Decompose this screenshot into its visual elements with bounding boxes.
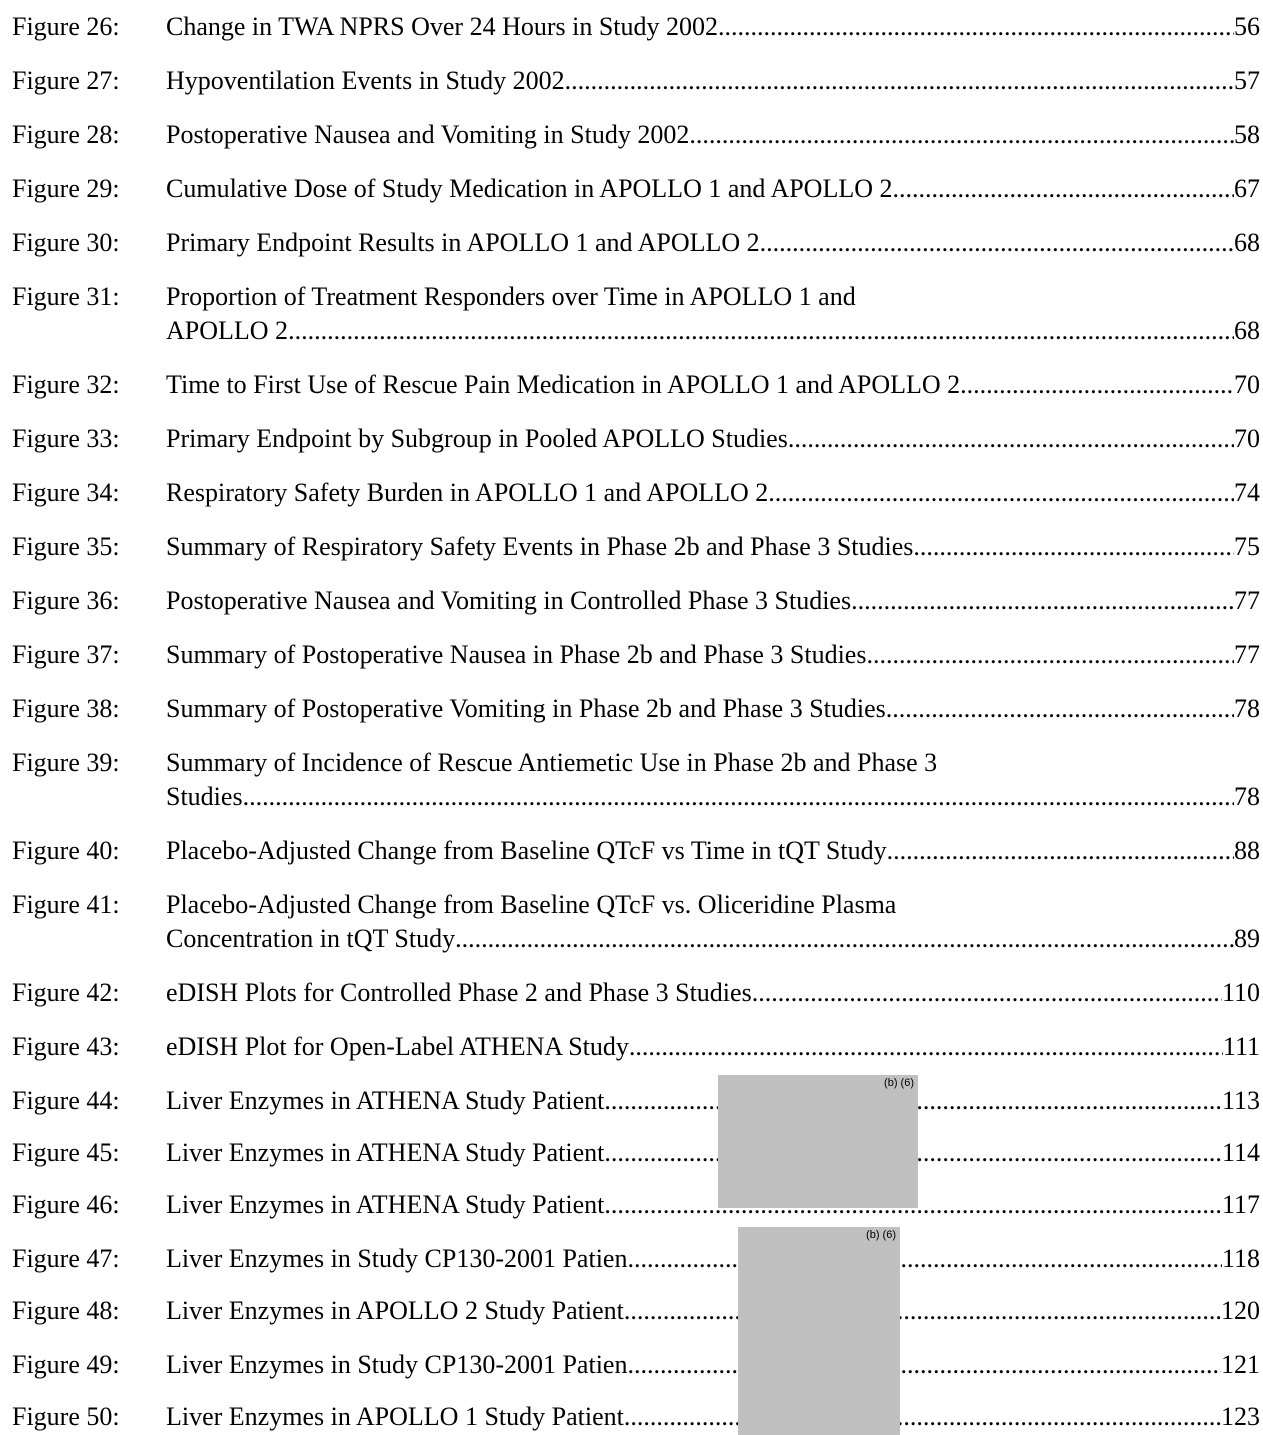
page-number: 111 bbox=[1222, 1032, 1260, 1061]
toc-entry[interactable] bbox=[12, 1244, 1260, 1274]
page-number: 121 bbox=[1221, 1350, 1260, 1379]
toc-entry[interactable] bbox=[12, 1402, 1260, 1432]
dot-leader bbox=[887, 836, 1234, 866]
toc-entry[interactable] bbox=[12, 1296, 1260, 1326]
page-number: 57 bbox=[1234, 66, 1260, 95]
dot-leader bbox=[913, 532, 1234, 562]
figure-title: Liver Enzymes in ATHENA Study Patient bbox=[166, 1086, 605, 1115]
page-number: 113 bbox=[1221, 1086, 1260, 1115]
page-number: 58 bbox=[1234, 120, 1260, 149]
figure-number: Figure 36: bbox=[12, 586, 120, 615]
redaction-box bbox=[718, 1075, 918, 1208]
redaction-code: (b) (6) bbox=[866, 1229, 896, 1241]
page-number: 77 bbox=[1234, 640, 1260, 669]
figure-number: Figure 48: bbox=[12, 1296, 120, 1325]
redaction-code: (b) (6) bbox=[884, 1077, 914, 1089]
page-number: 70 bbox=[1234, 370, 1260, 399]
figure-number: Figure 34: bbox=[12, 478, 120, 507]
figure-number: Figure 49: bbox=[12, 1350, 120, 1379]
toc-entry[interactable] bbox=[12, 748, 1260, 812]
page-number: 75 bbox=[1234, 532, 1260, 561]
dot-leader bbox=[629, 1032, 1223, 1062]
page-number: 89 bbox=[1234, 924, 1260, 953]
toc-entry[interactable] bbox=[12, 1190, 1260, 1220]
dot-leader bbox=[768, 478, 1234, 508]
figure-number: Figure 43: bbox=[12, 1032, 120, 1061]
page-number: 78 bbox=[1234, 694, 1260, 723]
figure-title: Summary of Postoperative Vomiting in Phase 2b and Phase 3 Studies bbox=[166, 694, 886, 723]
toc-entry[interactable] bbox=[12, 836, 1260, 866]
figure-title: Liver Enzymes in Study CP130-2001 Patien bbox=[166, 1244, 628, 1273]
figure-number: Figure 47: bbox=[12, 1244, 120, 1273]
dot-leader bbox=[627, 1350, 1221, 1380]
toc-entry[interactable] bbox=[12, 228, 1260, 258]
figure-title: Primary Endpoint by Subgroup in Pooled APOLLO Studies bbox=[166, 424, 788, 453]
figure-title: Liver Enzymes in Study CP130-2001 Patien bbox=[166, 1350, 628, 1379]
figure-title: Postoperative Nausea and Vomiting in Study 2002 bbox=[166, 120, 690, 149]
figure-title: Change in TWA NPRS Over 24 Hours in Study 2002 bbox=[166, 12, 719, 41]
figure-title: Liver Enzymes in APOLLO 2 Study Patient bbox=[166, 1296, 624, 1325]
page-number: 68 bbox=[1234, 316, 1260, 345]
page-number: 56 bbox=[1234, 12, 1260, 41]
page-number: 114 bbox=[1221, 1138, 1260, 1167]
toc-entry[interactable] bbox=[12, 1138, 1260, 1168]
dot-leader bbox=[752, 978, 1222, 1008]
page-number: 74 bbox=[1234, 478, 1260, 507]
dot-leader bbox=[788, 424, 1234, 454]
dot-leader bbox=[455, 924, 1234, 954]
toc-entry[interactable] bbox=[12, 174, 1260, 204]
dot-leader bbox=[851, 586, 1234, 616]
toc-entry[interactable] bbox=[12, 478, 1260, 508]
figure-number: Figure 41: bbox=[12, 890, 120, 919]
dot-leader bbox=[960, 370, 1234, 400]
figure-title: Respiratory Safety Burden in APOLLO 1 and APOLLO 2 bbox=[166, 478, 769, 507]
dot-leader bbox=[718, 12, 1234, 42]
toc-entry[interactable] bbox=[12, 282, 1260, 346]
page-number: 120 bbox=[1221, 1296, 1260, 1325]
dot-leader bbox=[624, 1296, 1221, 1326]
dot-leader bbox=[565, 66, 1234, 96]
figure-title: Summary of Postoperative Nausea in Phase 2b and Phase 3 Studies bbox=[166, 640, 867, 669]
figure-number: Figure 50: bbox=[12, 1402, 120, 1431]
figure-number: Figure 46: bbox=[12, 1190, 120, 1219]
figure-title-line1: Summary of Incidence of Rescue Antiemetic Use in Phase 2b and Phase 3 bbox=[166, 748, 938, 777]
page-number: 67 bbox=[1234, 174, 1260, 203]
figure-title: Hypoventilation Events in Study 2002 bbox=[166, 66, 565, 95]
toc-entry[interactable] bbox=[12, 424, 1260, 454]
figure-number: Figure 29: bbox=[12, 174, 120, 203]
toc-entry[interactable] bbox=[12, 1086, 1260, 1116]
page-number: 118 bbox=[1221, 1244, 1260, 1273]
figure-title: eDISH Plot for Open-Label ATHENA Study bbox=[166, 1032, 629, 1061]
dot-leader bbox=[288, 316, 1234, 346]
redaction-box bbox=[738, 1227, 900, 1435]
dot-leader bbox=[893, 174, 1234, 204]
figure-number: Figure 42: bbox=[12, 978, 120, 1007]
figure-number: Figure 35: bbox=[12, 532, 120, 561]
toc-entry[interactable] bbox=[12, 694, 1260, 724]
figure-number: Figure 28: bbox=[12, 120, 120, 149]
figure-number: Figure 30: bbox=[12, 228, 120, 257]
figure-number: Figure 44: bbox=[12, 1086, 120, 1115]
figure-title: eDISH Plots for Controlled Phase 2 and Phase 3 Studies bbox=[166, 978, 752, 1007]
figure-number: Figure 31: bbox=[12, 282, 120, 311]
figure-title-line1: Proportion of Treatment Responders over Time in APOLLO 1 and bbox=[166, 282, 856, 311]
page-number: 110 bbox=[1221, 978, 1260, 1007]
figure-title: Placebo-Adjusted Change from Baseline QTcF vs Time in tQT Study bbox=[166, 836, 887, 865]
figure-number: Figure 37: bbox=[12, 640, 120, 669]
figure-title: Liver Enzymes in APOLLO 1 Study Patient bbox=[166, 1402, 624, 1431]
page-number: 77 bbox=[1234, 586, 1260, 615]
toc-entry[interactable] bbox=[12, 66, 1260, 96]
page-number: 78 bbox=[1234, 782, 1260, 811]
figure-number: Figure 40: bbox=[12, 836, 120, 865]
figure-title: Summary of Respiratory Safety Events in Phase 2b and Phase 3 Studies bbox=[166, 532, 914, 561]
toc-entry[interactable] bbox=[12, 1032, 1260, 1062]
figure-title: Postoperative Nausea and Vomiting in Controlled Phase 3 Studies bbox=[166, 586, 852, 615]
figure-number: Figure 39: bbox=[12, 748, 120, 777]
dot-leader bbox=[866, 640, 1234, 670]
figure-title: Liver Enzymes in ATHENA Study Patient bbox=[166, 1138, 605, 1167]
dot-leader bbox=[886, 694, 1234, 724]
figure-number: Figure 45: bbox=[12, 1138, 120, 1167]
dot-leader bbox=[627, 1244, 1221, 1274]
page-number: 88 bbox=[1234, 836, 1260, 865]
figure-title: Time to First Use of Rescue Pain Medication in APOLLO 1 and APOLLO 2 bbox=[166, 370, 961, 399]
toc-entry[interactable] bbox=[12, 640, 1260, 670]
toc-entry[interactable] bbox=[12, 1350, 1260, 1380]
dot-leader bbox=[624, 1402, 1221, 1432]
toc-entry[interactable] bbox=[12, 532, 1260, 562]
toc-entry[interactable] bbox=[12, 586, 1260, 616]
toc-entry[interactable] bbox=[12, 120, 1260, 150]
figure-number: Figure 33: bbox=[12, 424, 120, 453]
figure-title: Primary Endpoint Results in APOLLO 1 and APOLLO 2 bbox=[166, 228, 760, 257]
dot-leader bbox=[243, 782, 1234, 812]
figure-number: Figure 32: bbox=[12, 370, 120, 399]
toc-entry[interactable] bbox=[12, 978, 1260, 1008]
dot-leader bbox=[689, 120, 1234, 150]
page-number: 117 bbox=[1221, 1190, 1260, 1219]
toc-entry[interactable] bbox=[12, 370, 1260, 400]
figure-title: Liver Enzymes in ATHENA Study Patient bbox=[166, 1190, 605, 1219]
page-number: 70 bbox=[1234, 424, 1260, 453]
toc-entry[interactable] bbox=[12, 890, 1260, 954]
figure-number: Figure 26: bbox=[12, 12, 120, 41]
figure-title: Studies bbox=[166, 782, 243, 811]
toc-entry[interactable] bbox=[12, 12, 1260, 42]
figure-title: Concentration in tQT Study bbox=[166, 924, 456, 953]
figure-title: Cumulative Dose of Study Medication in APOLLO 1 and APOLLO 2 bbox=[166, 174, 893, 203]
page-number: 68 bbox=[1234, 228, 1260, 257]
dot-leader bbox=[760, 228, 1234, 258]
figure-number: Figure 38: bbox=[12, 694, 120, 723]
figure-title-line1: Placebo-Adjusted Change from Baseline QTcF vs. Oliceridine Plasma bbox=[166, 890, 897, 919]
page-number: 123 bbox=[1221, 1402, 1260, 1431]
figure-number: Figure 27: bbox=[12, 66, 120, 95]
figure-title: APOLLO 2 bbox=[166, 316, 289, 345]
